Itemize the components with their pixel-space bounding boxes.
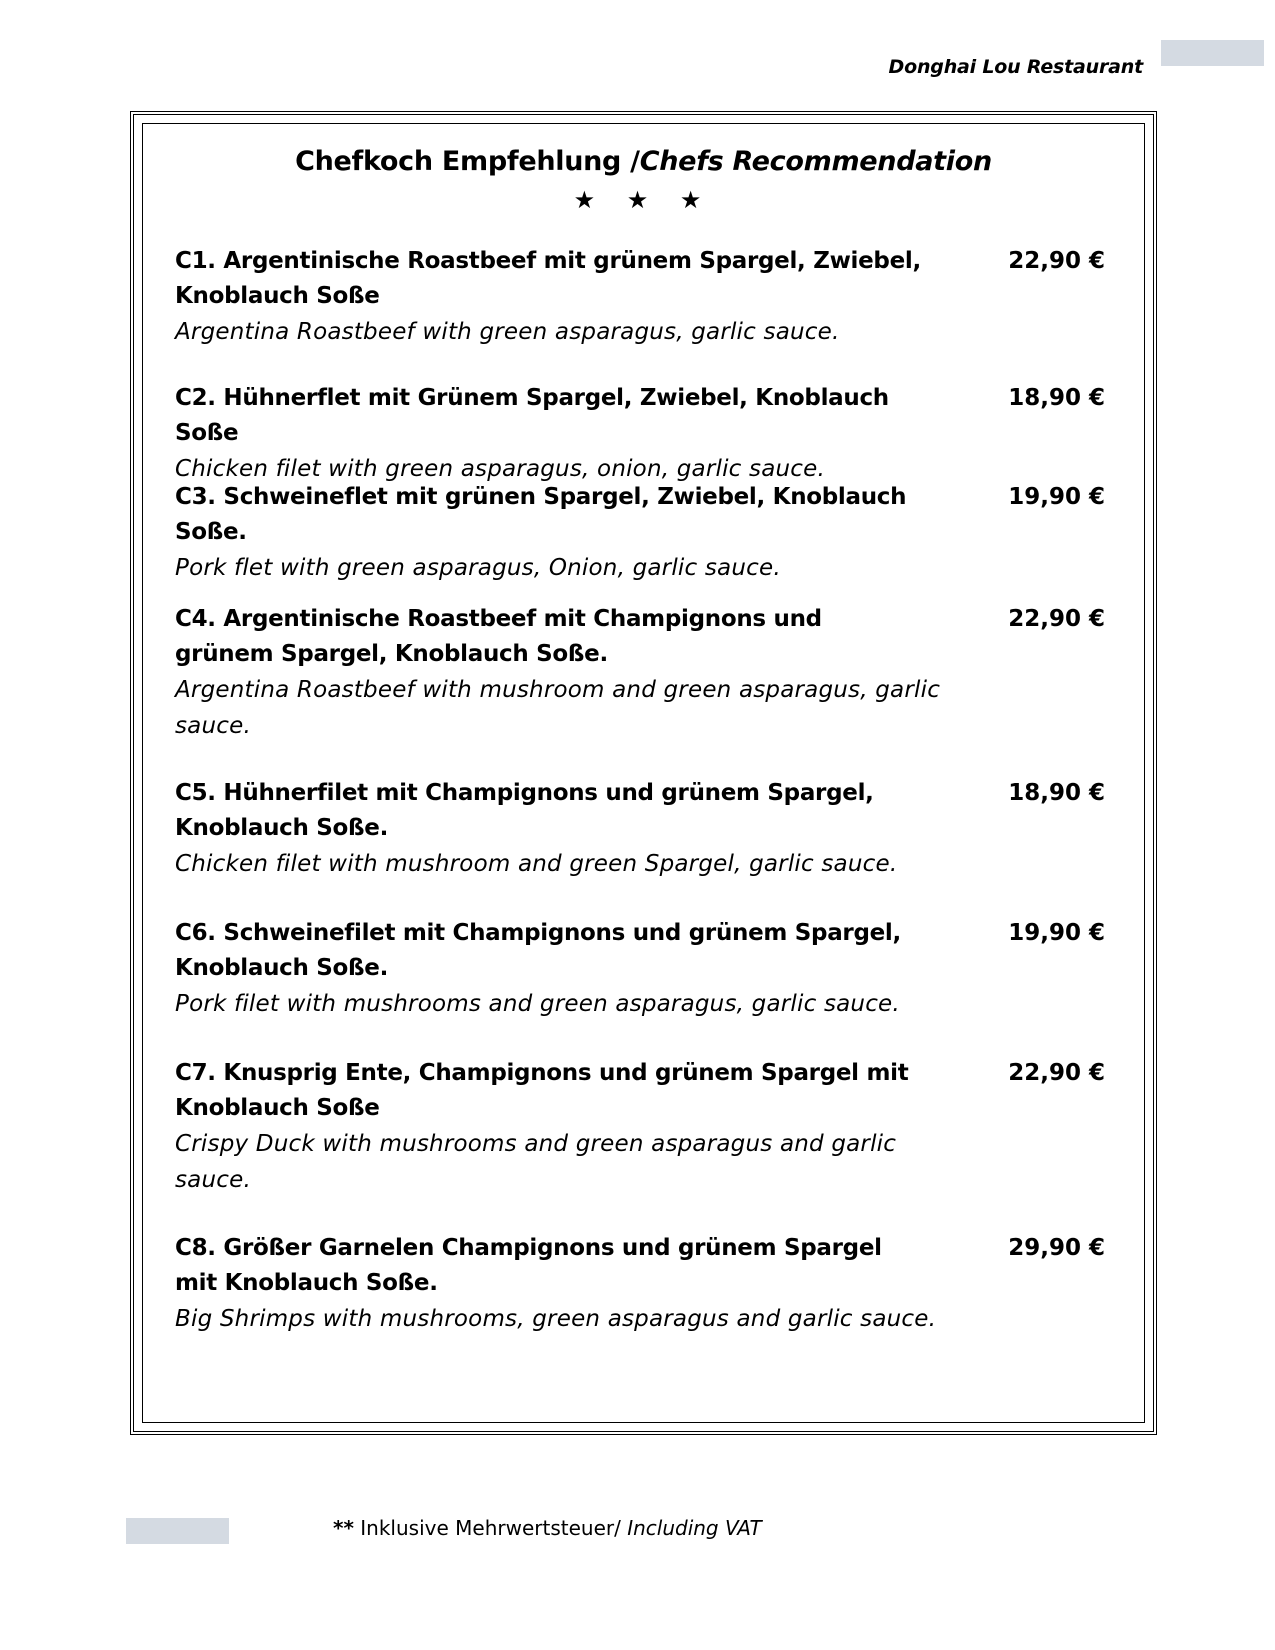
- vat-note-en: Including VAT: [627, 1516, 762, 1540]
- menu-item-description: Chicken filet with green asparagus, onion, garlic sauce.: [175, 456, 826, 482]
- menu-item-c4: [175, 602, 1105, 744]
- menu-item-name: C8. Größer Garnelen Champignons und grünem Spargel mit Knoblauch Soße.: [175, 1235, 882, 1296]
- menu-item-description: Big Shrimps with mushrooms, green asparagus and garlic sauce.: [175, 1306, 937, 1332]
- menu-title-de: Chefkoch Empfehlung /: [295, 146, 640, 177]
- vat-note-de: Inklusive Mehrwertsteuer/: [353, 1516, 628, 1540]
- menu-item-c8: [175, 1231, 1105, 1337]
- menu-item-description: Chicken filet with mushroom and green Spargel, garlic sauce.: [175, 851, 898, 877]
- redaction-block-top: [1161, 40, 1264, 66]
- menu-item-c6: [175, 916, 1105, 1022]
- menu-item-price: 22,90 €: [1008, 606, 1105, 632]
- menu-item-description: Crispy Duck with mushrooms and green asparagus and garlic sauce.: [175, 1131, 897, 1193]
- menu-title: [130, 146, 1157, 177]
- menu-item-c5: [175, 776, 1105, 882]
- menu-item-name: C5. Hühnerfilet mit Champignons und grünem Spargel, Knoblauch Soße.: [175, 780, 874, 841]
- menu-item-description: Pork flet with green asparagus, Onion, garlic sauce.: [175, 555, 781, 581]
- menu-item-price: 19,90 €: [1008, 920, 1105, 946]
- menu-item-name: C3. Schweineflet mit grünen Spargel, Zwiebel, Knoblauch Soße.: [175, 484, 907, 545]
- menu-item-price: 29,90 €: [1008, 1235, 1105, 1261]
- menu-item-name: C1. Argentinische Roastbeef mit grünem Spargel, Zwiebel, Knoblauch Soße: [175, 248, 921, 309]
- star-icon: ★: [626, 186, 649, 214]
- menu-item-description: Pork filet with mushrooms and green asparagus, garlic sauce.: [175, 991, 900, 1017]
- vat-note: [333, 1516, 762, 1540]
- redaction-block-bottom: [126, 1518, 229, 1544]
- menu-item-name: C4. Argentinische Roastbeef mit Champignons und grünem Spargel, Knoblauch Soße.: [175, 606, 822, 667]
- menu-item-c7: [175, 1056, 1105, 1198]
- menu-item-description: Argentina Roastbeef with green asparagus, garlic sauce.: [175, 319, 840, 345]
- vat-asterisks: **: [333, 1516, 354, 1540]
- star-divider: [0, 186, 1275, 214]
- menu-item-price: 18,90 €: [1008, 385, 1105, 411]
- menu-item-description: Argentina Roastbeef with mushroom and green asparagus, garlic sauce.: [175, 677, 941, 739]
- restaurant-name: Donghai Lou Restaurant: [888, 56, 1143, 78]
- menu-item-price: 22,90 €: [1008, 1060, 1105, 1086]
- star-icon: ★: [573, 186, 596, 214]
- menu-item-c1: [175, 244, 1105, 350]
- star-icon: ★: [679, 186, 702, 214]
- menu-item-c2: [175, 381, 1105, 487]
- menu-title-en: Chefs Recommendation: [639, 146, 992, 177]
- menu-item-price: 18,90 €: [1008, 780, 1105, 806]
- menu-item-c3: [175, 480, 1105, 586]
- menu-item-price: 22,90 €: [1008, 248, 1105, 274]
- menu-item-price: 19,90 €: [1008, 484, 1105, 510]
- menu-item-name: C7. Knusprig Ente, Champignons und grünem Spargel mit Knoblauch Soße: [175, 1060, 909, 1121]
- menu-item-name: C6. Schweinefilet mit Champignons und grünem Spargel, Knoblauch Soße.: [175, 920, 901, 981]
- menu-item-name: C2. Hühnerflet mit Grünem Spargel, Zwiebel, Knoblauch Soße: [175, 385, 889, 446]
